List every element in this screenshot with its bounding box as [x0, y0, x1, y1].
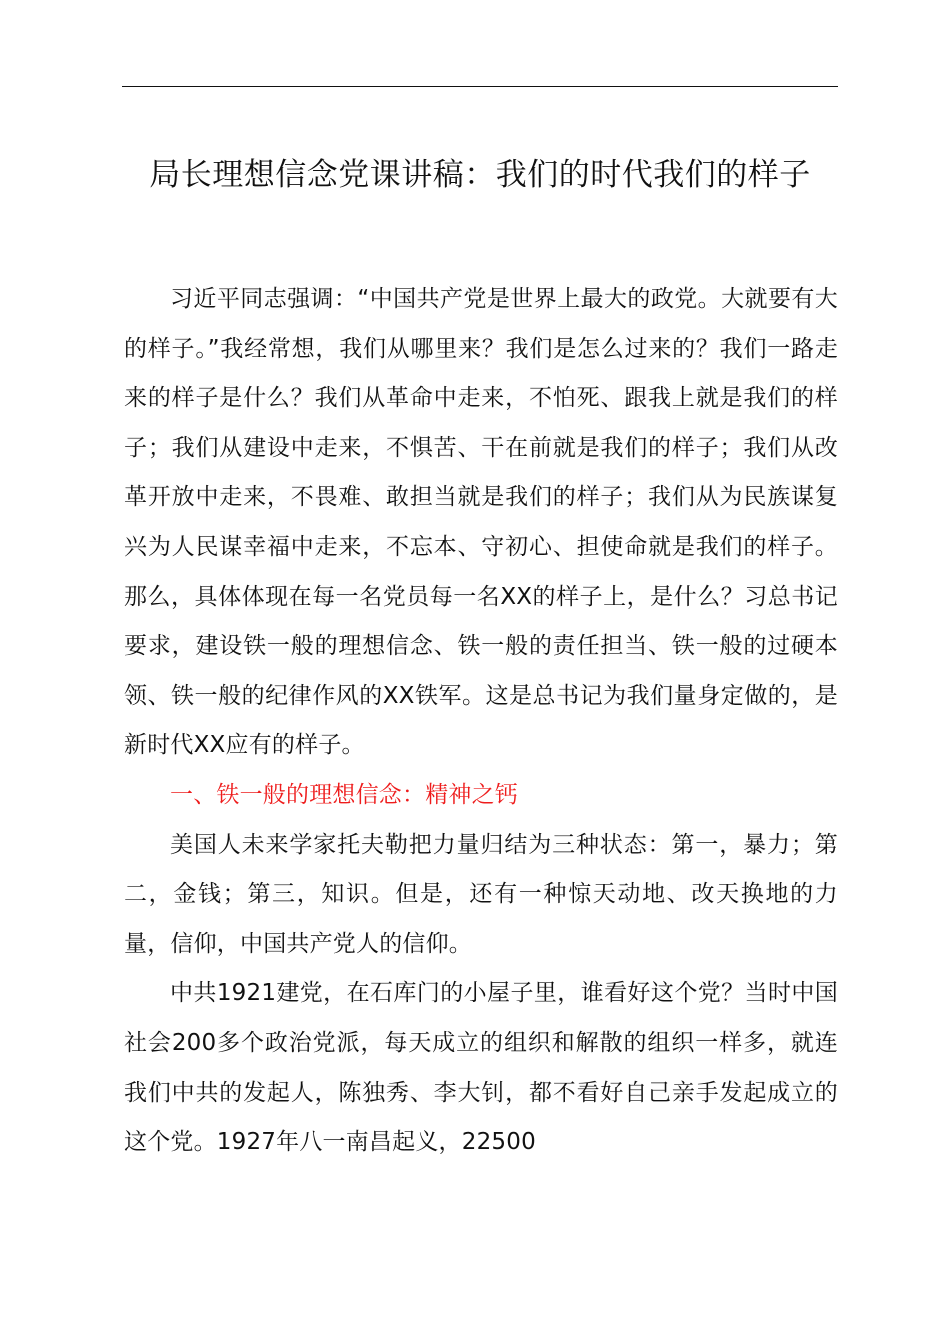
body-paragraph-1: 习近平同志强调：“中国共产党是世界上最大的政党。大就要有大的样子。”我经常想，我们从哪里来？我们是怎么过来的？我们一路走来的样子是什么？我们从革命中走来，不怕死、跟我上就是我们的样子；我们从建设中走来，不惧苦、干在前就是我们的样子；我们从改革开放中走来，不畏难、敢担当就是我们的样子；我们从为民族谋复兴为人民谋幸福中走来，不忘本、守初心、担使命就是我们的样子。那么，具体体现在每一名党员每一名XX的样子上，是什么？习总书记要求，建设铁一般的理想信念、铁一般的责任担当、铁一般的过硬本领、铁一般的纪律作风的XX铁军。这是总书记为我们量身定做的，是新时代XX应有的样子。 [124, 286, 838, 759]
section-heading-1: 一、铁一般的理想信念：精神之钙 [170, 781, 518, 808]
document-body [124, 275, 838, 1168]
document-title: 局长理想信念党课讲稿：我们的时代我们的样子 [149, 157, 811, 193]
body-paragraph-2: 美国人未来学家托夫勒把力量归结为三种状态：第一，暴力；第二，金钱；第三，知识。但是，还有一种惊天动地、改天换地的力量，信仰，中国共产党人的信仰。 [124, 831, 838, 957]
body-paragraph-3: 中共1921建党，在石库门的小屋子里，谁看好这个党？当时中国社会200多个政治党派，每天成立的组织和解散的组织一样多，就连我们中共的发起人，陈独秀、李大钊，都不看好自己亲手发起成立的这个党。1927年八一南昌起义，22500 [124, 980, 838, 1156]
header-rule [122, 86, 838, 87]
